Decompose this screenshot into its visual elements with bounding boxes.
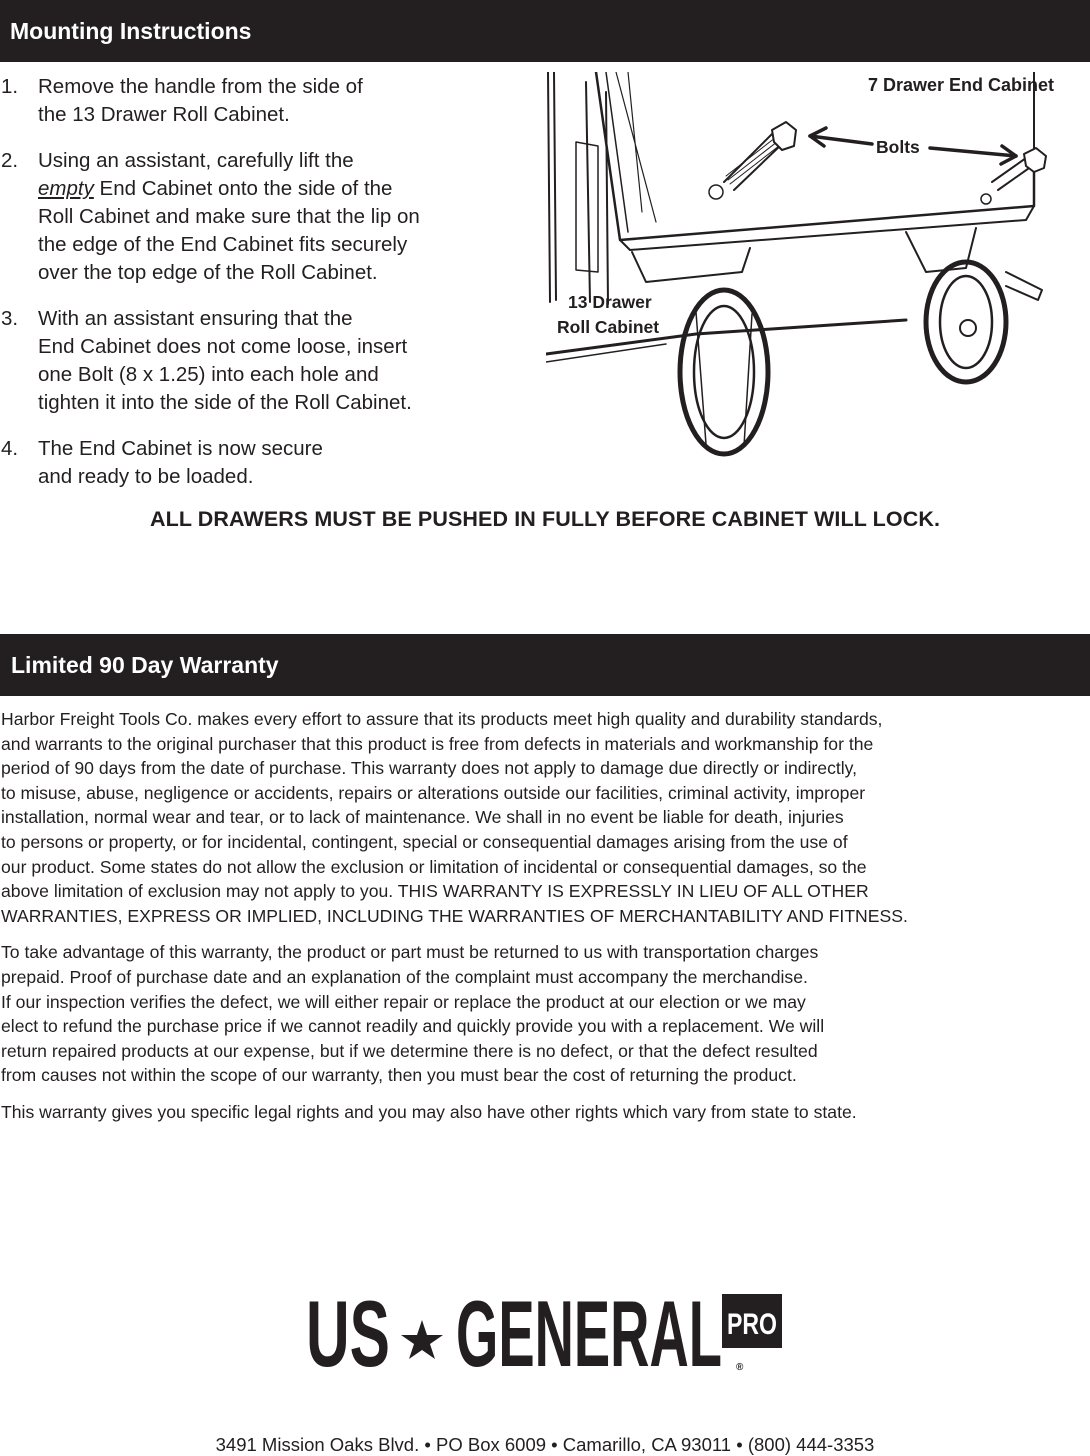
warranty-line: to misuse, abuse, negligence or accidents, repairs or alterations outside our facilities, criminal activity, improper — [1, 782, 866, 803]
step-text-fragment: End Cabinet onto the side of the — [99, 177, 393, 200]
step-text-line: the edge of the End Cabinet fits securely — [38, 233, 408, 256]
step-text-line: and ready to be loaded. — [38, 465, 254, 488]
step-text-line: With an assistant ensuring that the — [38, 307, 353, 330]
step-number: 2. — [1, 149, 19, 172]
warranty-body — [1, 707, 1086, 1137]
label-roll-cabinet-line1: 13 Drawer — [568, 292, 652, 312]
cabinet-drawing — [546, 72, 1090, 462]
mounting-illustration — [546, 72, 1090, 462]
step-text-line: End Cabinet does not come loose, insert — [38, 335, 408, 358]
label-bolts: Bolts — [876, 137, 920, 157]
warranty-line: To take advantage of this warranty, the product or part must be returned to us with transportation charges — [1, 942, 819, 963]
svg-text:GENERAL: GENERAL — [456, 1290, 722, 1374]
warranty-line: elect to refund the purchase price if we cannot readily and quickly provide you with a replacement. We will — [1, 1016, 825, 1037]
warranty-line: above limitation of exclusion may not apply to you. THIS WARRANTY IS EXPRESSLY IN LIEU OF ALL OTHER — [1, 881, 869, 902]
warranty-line: Harbor Freight Tools Co. makes every effort to assure that its products meet high quality and durability standards, — [1, 709, 883, 729]
step-4 — [0, 435, 480, 491]
step-text-line: Using an assistant, carefully lift the — [38, 149, 354, 172]
warranty-line: and warrants to the original purchaser that this product is free from defects in materials and workmanship for the — [1, 733, 874, 754]
footer-address: 3491 Mission Oaks Blvd. • PO Box 6009 • Camarillo, CA 93011 • (800) 444-3353 — [215, 1434, 875, 1455]
step-2 — [0, 147, 480, 287]
step-number: 1. — [1, 75, 19, 98]
step-text-line: one Bolt (8 x 1.25) into each hole and — [38, 363, 379, 386]
warranty-line: our product. Some states do not allow the exclusion or limitation of incidental or consequential damages, so the — [1, 856, 867, 877]
emphasis-word-empty: empty — [38, 177, 94, 200]
step-number: 3. — [1, 307, 19, 330]
us-general-pro-logo — [306, 1290, 786, 1374]
step-1 — [0, 73, 480, 129]
warranty-line: If our inspection verifies the defect, we will either repair or replace the product at our election or we may — [1, 991, 806, 1012]
step-text-line: tighten it into the side of the Roll Cabinet. — [38, 391, 412, 414]
step-text-line: Remove the handle from the side of — [38, 75, 363, 98]
warranty-paragraph-3 — [1, 1100, 1086, 1125]
warranty-line: from causes not within the scope of our warranty, then you must bear the cost of returning the product. — [1, 1065, 797, 1086]
warranty-line: WARRANTIES, EXPRESS OR IMPLIED, INCLUDING THE WARRANTIES OF MERCHANTABILITY AND FITNESS. — [1, 905, 908, 926]
step-3 — [0, 305, 480, 417]
warranty-paragraph-2 — [1, 940, 1086, 1088]
logo-graphic — [306, 1290, 786, 1374]
label-roll-cabinet-line2: Roll Cabinet — [557, 317, 660, 337]
step-text-line: Roll Cabinet and make sure that the lip on — [38, 205, 420, 228]
step-text-line: the 13 Drawer Roll Cabinet. — [38, 103, 290, 126]
warranty-line: return repaired products at our expense, but if we determine there is no defect, or that the defect resulted — [1, 1040, 818, 1061]
warranty-line: period of 90 days from the date of purchase. This warranty does not apply to damage due directly or indirectly, — [1, 758, 858, 779]
warranty-title: Limited 90 Day Warranty — [11, 652, 279, 678]
step-text-line: over the top edge of the Roll Cabinet. — [38, 261, 378, 284]
mounting-instructions-header — [0, 0, 1090, 62]
warranty-line: installation, normal wear and tear, or to lack of maintenance. We shall in no event be liable for death, injuries — [1, 807, 844, 828]
warranty-header — [0, 634, 1090, 696]
warranty-line: This warranty gives you specific legal rights and you may also have other rights which vary from state to state. — [1, 1101, 857, 1122]
svg-text:PRO: PRO — [727, 1308, 777, 1341]
step-text-line: The End Cabinet is now secure — [38, 437, 323, 460]
drawer-lock-warning: ALL DRAWERS MUST BE PUSHED IN FULLY BEFORE CABINET WILL LOCK. — [149, 507, 941, 531]
step-number: 4. — [1, 437, 19, 460]
svg-text:®: ® — [736, 1362, 744, 1373]
warranty-paragraph-1 — [1, 707, 1086, 928]
mounting-steps-list — [0, 73, 480, 509]
warranty-line: prepaid. Proof of purchase date and an explanation of the complaint must accompany the merchandise. — [1, 966, 808, 987]
svg-text:US: US — [306, 1290, 390, 1374]
warranty-line: to persons or property, or for incidental, contingent, special or consequential damages arising from the use of — [1, 831, 848, 852]
label-end-cabinet: 7 Drawer End Cabinet — [868, 75, 1055, 95]
step-text-line-emphasis — [38, 175, 480, 203]
mounting-instructions-title: Mounting Instructions — [10, 18, 252, 44]
